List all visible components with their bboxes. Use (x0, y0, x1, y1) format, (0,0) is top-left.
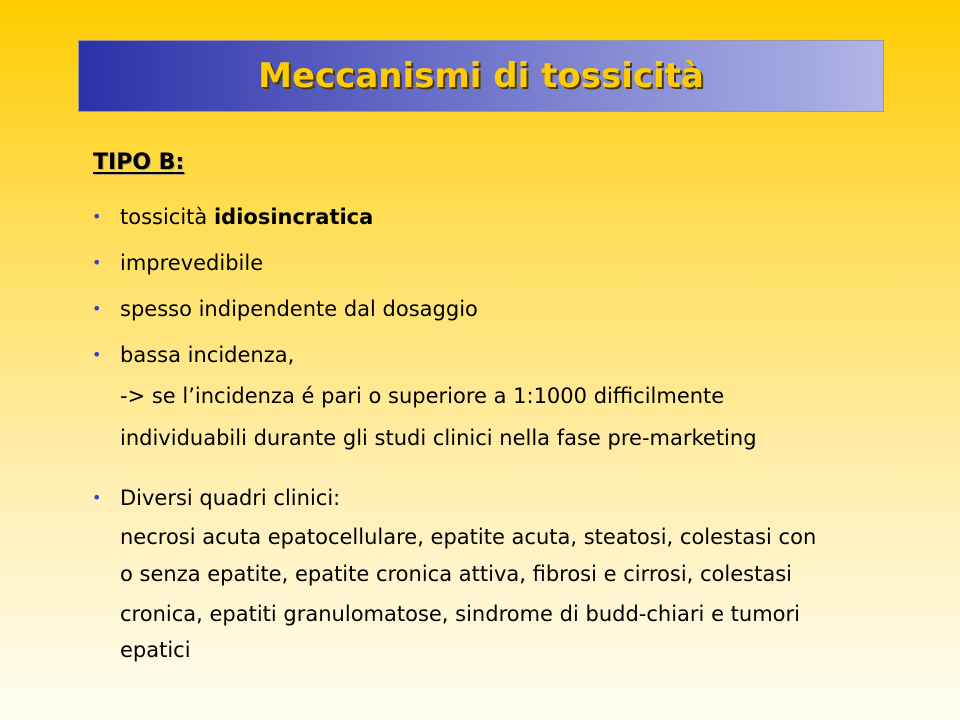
bullet-text: bassa incidenza, (120, 343, 295, 367)
clinical-heading: Diversi quadri clinici: (120, 486, 341, 510)
list-item (92, 200, 374, 234)
clinical-line: o senza epatite, epatite cronica attiva, fibrosi e cirrosi, colestasi (120, 562, 792, 586)
section-subtitle: TIPO B: (93, 150, 185, 175)
bullet-icon: • (92, 488, 102, 507)
slide-title: Meccanismi di tossicità (258, 56, 704, 96)
bullet-text: imprevedibile (120, 251, 264, 275)
incidence-note-line: individuabili durante gli studi clinici nella fase pre-marketing (120, 426, 757, 450)
clinical-line: epatici (120, 638, 191, 662)
list-item (92, 481, 341, 515)
bullet-icon: • (92, 253, 102, 272)
bullet-text: tossicità (120, 205, 214, 229)
list-item (92, 338, 295, 372)
title-banner (78, 40, 884, 112)
clinical-line: cronica, epatiti granulomatose, sindrome di budd-chiari e tumori (120, 602, 800, 626)
bullet-icon: • (92, 345, 102, 364)
bullet-icon: • (92, 299, 102, 318)
bullet-icon: • (92, 207, 102, 226)
bullet-emphasis: idiosincratica (213, 205, 374, 229)
bullet-text: spesso indipendente dal dosaggio (120, 297, 478, 321)
list-item (92, 246, 264, 280)
list-item (92, 292, 478, 326)
incidence-note-line: -> se l’incidenza é pari o superiore a 1:1000 difficilmente (120, 384, 725, 408)
clinical-line: necrosi acuta epatocellulare, epatite acuta, steatosi, colestasi con (120, 525, 817, 549)
